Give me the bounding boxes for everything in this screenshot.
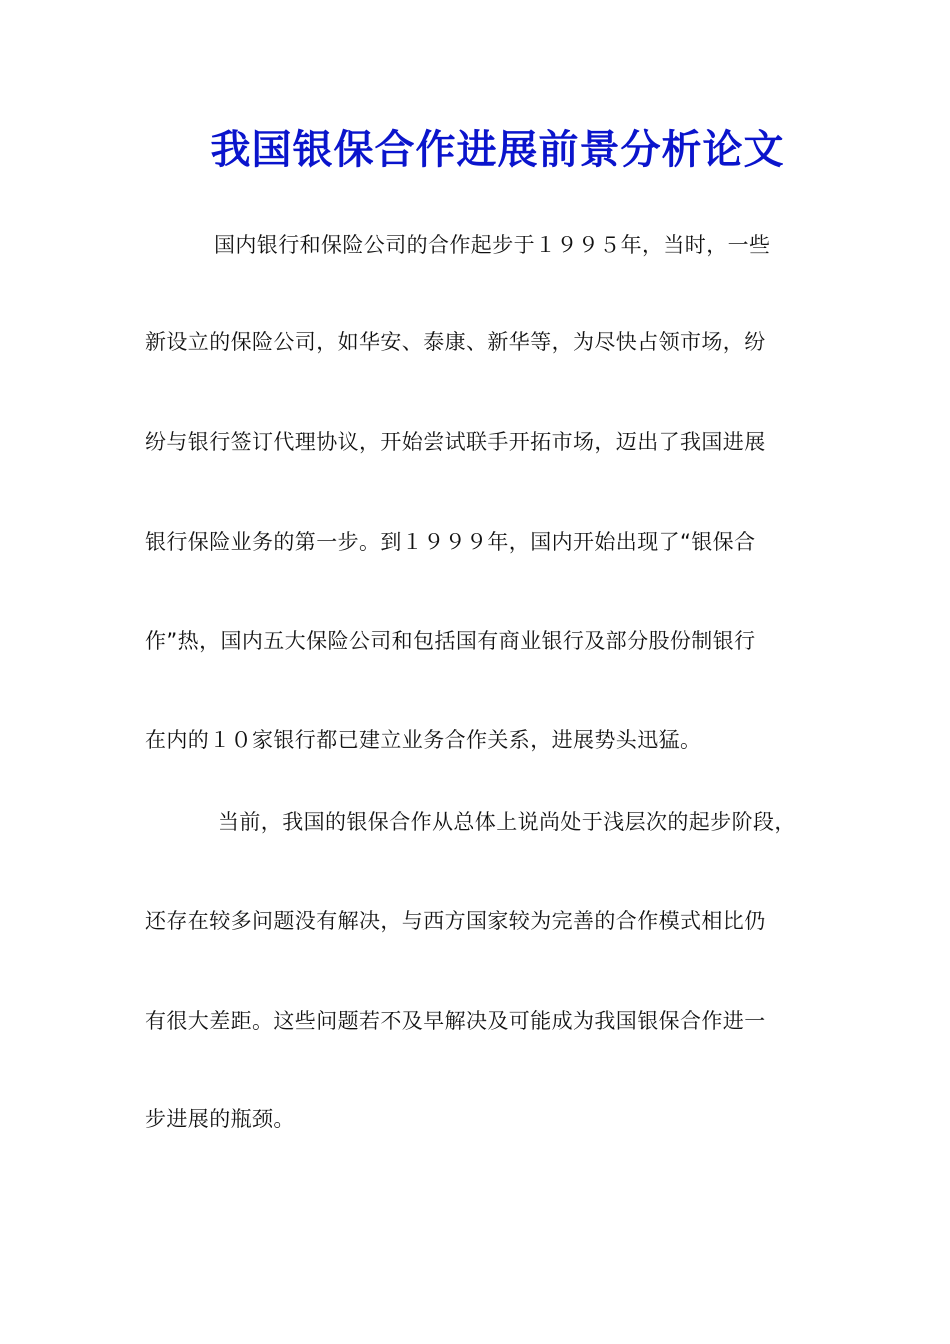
paragraph-line: 国内银行和保险公司的合作起步于１９９５年，当时，一些 bbox=[214, 233, 771, 257]
paragraph-line: 还存在较多问题没有解决，与西方国家较为完善的合作模式相比仍 bbox=[145, 909, 766, 933]
paragraph-line: 有很大差距。这些问题若不及早解决及可能成为我国银保合作进一 bbox=[145, 1009, 766, 1033]
paragraph-line: 步进展的瓶颈。 bbox=[145, 1107, 295, 1131]
paragraph-line: 纷与银行签订代理协议，开始尝试联手开拓市场，迈出了我国进展 bbox=[145, 430, 766, 454]
paragraph-line: 作”热，国内五大保险公司和包括国有商业银行及部分股份制银行 bbox=[145, 629, 756, 653]
paragraph-line: 新设立的保险公司，如华安、泰康、新华等，为尽快占领市场，纷 bbox=[145, 330, 766, 354]
paragraph-line: 银行保险业务的第一步。到１９９９年，国内开始出现了“银保合 bbox=[145, 530, 756, 554]
paragraph-line: 当前，我国的银保合作从总体上说尚处于浅层次的起步阶段， bbox=[218, 810, 796, 834]
paragraph-line: 在内的１０家银行都已建立业务合作关系，进展势头迅猛。 bbox=[145, 728, 702, 752]
document-title: 我国银保合作进展前景分析论文 bbox=[210, 126, 785, 173]
